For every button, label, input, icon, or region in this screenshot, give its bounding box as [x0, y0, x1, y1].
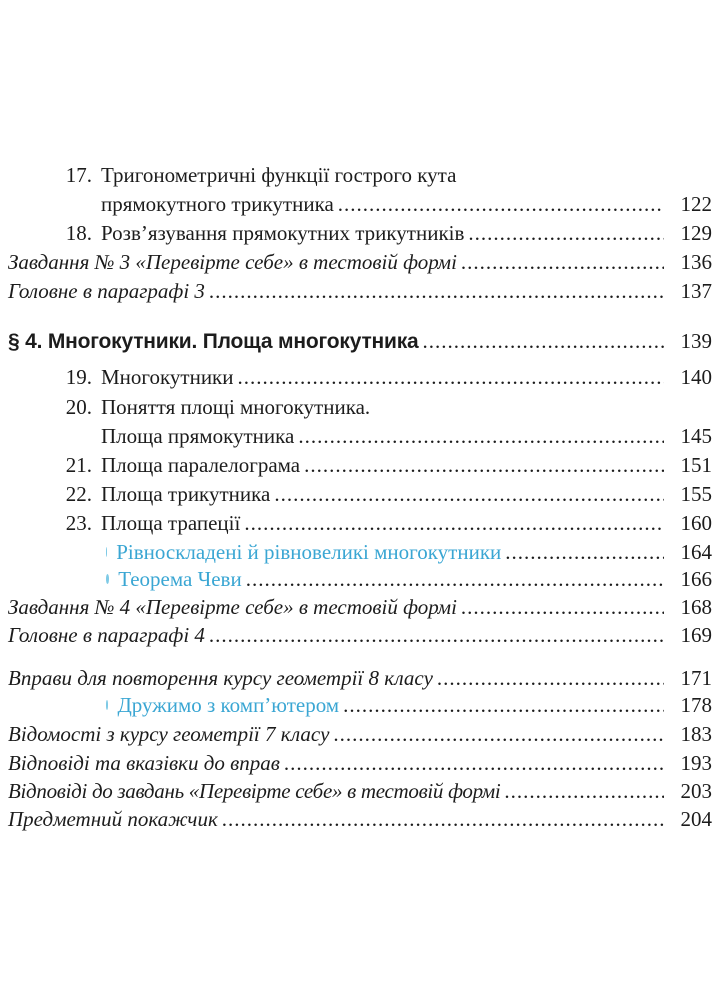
toc-page-number: 137	[680, 279, 712, 303]
toc-page-number: 193	[680, 751, 712, 775]
dot-leader	[274, 481, 664, 507]
toc-entry-title: Відомості з курсу геометрії 7 класу	[8, 722, 330, 746]
toc-page-number: 168	[680, 595, 712, 619]
dot-leader	[437, 665, 664, 691]
section-heading: § 4. Многокутники. Площа многокутника	[8, 330, 419, 353]
toc-entry-title: Головне в параграфі 4	[8, 623, 205, 647]
toc-entry-title: Площа паралелограма	[101, 453, 301, 477]
toc-entry-title: Дружимо з комп’ютером	[117, 693, 340, 717]
dot-leader	[209, 622, 664, 648]
toc-entry-title: Площа трапеції	[101, 511, 241, 535]
toc-entry-title: Поняття площі многокутника.	[101, 395, 371, 419]
toc-page-number: 178	[680, 693, 712, 717]
dot-leader	[244, 510, 664, 536]
dot-leader	[468, 220, 664, 246]
toc-entry-title: Вправи для повторення курсу геометрії 8 класу	[8, 666, 433, 690]
dot-leader	[461, 249, 664, 275]
toc-entry-title: Відповіді до завдань «Перевірте себе» в тестовій формі	[8, 779, 501, 803]
toc-entry-title: Завдання № 3 «Перевірте себе» в тестовій формі	[8, 250, 457, 274]
toc-entry-title: Відповіді та вказівки до вправ	[8, 751, 280, 775]
toc-page-number: 139	[680, 329, 712, 353]
dot-leader	[461, 594, 664, 620]
toc-entry-title-continued: прямокутного трикутника	[101, 192, 334, 216]
toc-entry-number: 22.	[65, 482, 92, 506]
dot-leader	[298, 423, 664, 449]
toc-page-number: 122	[680, 192, 712, 216]
toc-entry-title: Площа трикутника	[101, 482, 271, 506]
toc-page-number: 183	[680, 722, 712, 746]
toc-entry-number: 23.	[65, 511, 92, 535]
toc-page-number: 166	[680, 567, 712, 591]
bullet-icon	[106, 700, 108, 710]
dot-leader	[304, 452, 664, 478]
dot-leader	[505, 539, 664, 565]
toc-page-number: 171	[680, 666, 712, 690]
toc-entry-number: 19.	[65, 365, 92, 389]
dot-leader	[333, 721, 664, 747]
toc-entry-title: Многокутники	[101, 365, 234, 389]
toc-entry-number: 21.	[65, 453, 92, 477]
toc-page-number: 155	[680, 482, 712, 506]
dot-leader	[284, 750, 664, 776]
toc-entry-title: Завдання № 4 «Перевірте себе» в тестовій формі	[8, 595, 457, 619]
toc-entry-title: Рівноскладені й рівновеликі многокутники	[116, 540, 502, 564]
toc-entry-title: Розв’язування прямокутних трикутників	[101, 221, 465, 245]
bullet-icon	[106, 547, 107, 557]
dot-leader	[238, 364, 664, 390]
toc-page-number: 204	[680, 807, 712, 831]
dot-leader	[343, 692, 664, 718]
toc-page-number: 164	[680, 540, 712, 564]
bullet-icon	[106, 574, 109, 584]
toc-entry-title: Тригонометричні функції гострого кута	[101, 163, 457, 187]
toc-entry-title: Предметний покажчик	[8, 807, 218, 831]
dot-leader	[209, 278, 664, 304]
toc-page-number: 129	[680, 221, 712, 245]
toc-page-number: 160	[680, 511, 712, 535]
dot-leader	[246, 566, 664, 592]
toc-entry-title: Теорема Чеви	[118, 567, 242, 591]
dot-leader	[338, 191, 664, 217]
toc-page-number: 136	[680, 250, 712, 274]
toc-page-number: 203	[680, 779, 712, 803]
toc-entry-number: 20.	[65, 395, 92, 419]
toc-page-number: 169	[680, 623, 712, 647]
toc-entry-number: 17.	[65, 163, 92, 187]
toc-entry-number: 18.	[65, 221, 92, 245]
toc-page-number: 140	[680, 365, 712, 389]
dot-leader	[423, 328, 664, 354]
dot-leader	[222, 806, 664, 832]
toc-entry-title: Головне в параграфі 3	[8, 279, 205, 303]
toc-page-number: 151	[680, 453, 712, 477]
dot-leader	[504, 778, 664, 804]
toc-page-number: 145	[680, 424, 712, 448]
toc-entry-title-continued: Площа прямокутника	[101, 424, 295, 448]
